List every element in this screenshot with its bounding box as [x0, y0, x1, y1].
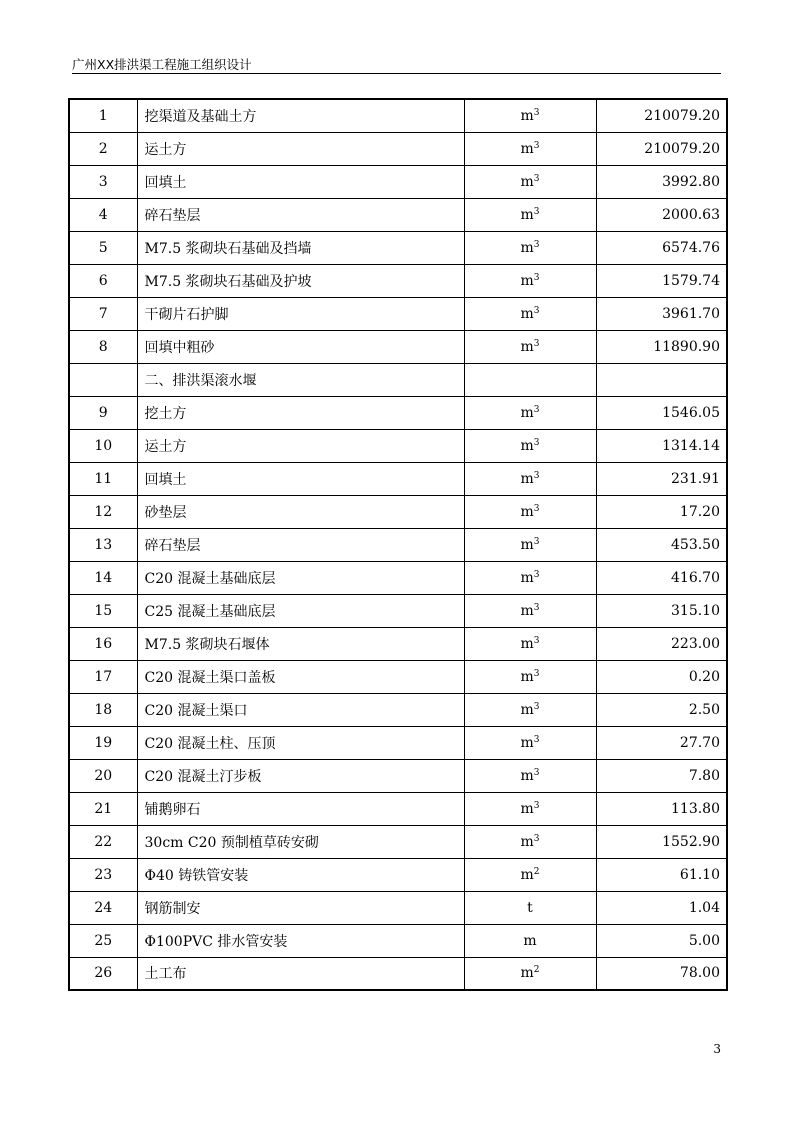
item-name: Φ40 铸铁管安装: [137, 858, 464, 891]
quantity: 17.20: [596, 495, 727, 528]
quantity: 2000.63: [596, 198, 727, 231]
quantity: 223.00: [596, 627, 727, 660]
unit-base: m: [520, 272, 534, 289]
unit-exponent: 3: [533, 338, 540, 349]
table-row: [69, 561, 727, 594]
table-row: [69, 891, 727, 924]
unit: [464, 594, 596, 627]
unit: [464, 99, 596, 132]
table-row: [69, 396, 727, 429]
table-row: [69, 198, 727, 231]
item-name: 干砌片石护脚: [137, 297, 464, 330]
item-name: C25 混凝土基础底层: [137, 594, 464, 627]
unit-exponent: 3: [533, 536, 540, 547]
unit-base: m: [520, 470, 534, 487]
row-number: 11: [69, 462, 137, 495]
item-name: 回填土: [137, 462, 464, 495]
unit: [464, 693, 596, 726]
unit: [464, 396, 596, 429]
quantity: 453.50: [596, 528, 727, 561]
table-row: [69, 99, 727, 132]
unit-exponent: 3: [533, 635, 540, 646]
quantities-table: [68, 98, 728, 991]
quantity: 1314.14: [596, 429, 727, 462]
row-number: 16: [69, 627, 137, 660]
item-name: 土工布: [137, 957, 464, 990]
item-name: 碎石垫层: [137, 528, 464, 561]
quantity: 210079.20: [596, 99, 727, 132]
table-row: [69, 660, 727, 693]
quantity: 1552.90: [596, 825, 727, 858]
page-header-title: 广州XX排洪渠工程施工组织设计: [72, 57, 252, 72]
unit-base: m: [520, 833, 534, 850]
item-name: 铺鹅卵石: [137, 792, 464, 825]
unit: [464, 627, 596, 660]
unit-base: m: [520, 635, 534, 652]
unit: [464, 924, 596, 957]
row-number: 20: [69, 759, 137, 792]
row-number: 22: [69, 825, 137, 858]
row-number: 12: [69, 495, 137, 528]
unit-exponent: 3: [533, 404, 540, 415]
item-name: M7.5 浆砌块石基础及挡墙: [137, 231, 464, 264]
table-row: [69, 594, 727, 627]
row-number: 3: [69, 165, 137, 198]
table-row: [69, 363, 727, 396]
table-row: [69, 462, 727, 495]
row-number: 13: [69, 528, 137, 561]
unit-base: m: [520, 602, 534, 619]
unit: [464, 363, 596, 396]
unit-base: m: [520, 107, 534, 124]
table-row: [69, 132, 727, 165]
row-number: 25: [69, 924, 137, 957]
quantity: 3961.70: [596, 297, 727, 330]
quantity: 1546.05: [596, 396, 727, 429]
item-name: C20 混凝土基础底层: [137, 561, 464, 594]
unit: [464, 165, 596, 198]
row-number: 15: [69, 594, 137, 627]
quantity: 113.80: [596, 792, 727, 825]
table-row: [69, 330, 727, 363]
table-row: [69, 726, 727, 759]
unit-exponent: 3: [533, 107, 540, 118]
item-name: 运土方: [137, 429, 464, 462]
table-row: [69, 792, 727, 825]
unit: [464, 198, 596, 231]
unit-base: m: [520, 866, 534, 883]
unit-exponent: 3: [533, 272, 540, 283]
quantity: 231.91: [596, 462, 727, 495]
quantity: 315.10: [596, 594, 727, 627]
item-name: 碎石垫层: [137, 198, 464, 231]
unit: [464, 891, 596, 924]
row-number: 5: [69, 231, 137, 264]
unit-exponent: 3: [533, 239, 540, 250]
unit-base: m: [520, 701, 534, 718]
item-name: 二、排洪渠滚水堰: [137, 363, 464, 396]
quantities-table-body: [69, 99, 727, 990]
item-name: C20 混凝土渠口: [137, 693, 464, 726]
item-name: Φ100PVC 排水管安装: [137, 924, 464, 957]
table-row: [69, 825, 727, 858]
table-row: [69, 957, 727, 990]
unit-base: m: [520, 965, 534, 982]
unit-exponent: 2: [533, 866, 540, 877]
unit-base: m: [520, 140, 534, 157]
unit-exponent: 3: [533, 833, 540, 844]
unit-base: m: [520, 437, 534, 454]
unit-base: m: [520, 404, 534, 421]
unit-exponent: 3: [533, 206, 540, 217]
unit-base: m: [520, 569, 534, 586]
item-name: 砂垫层: [137, 495, 464, 528]
unit-exponent: 3: [533, 602, 540, 613]
unit-base: t: [527, 899, 533, 916]
row-number: 7: [69, 297, 137, 330]
unit: [464, 231, 596, 264]
item-name: 运土方: [137, 132, 464, 165]
item-name: 回填土: [137, 165, 464, 198]
unit: [464, 429, 596, 462]
unit-exponent: 3: [533, 800, 540, 811]
row-number: 24: [69, 891, 137, 924]
unit-exponent: 3: [533, 569, 540, 580]
unit-exponent: 3: [533, 668, 540, 679]
unit: [464, 759, 596, 792]
row-number: 6: [69, 264, 137, 297]
table-row: [69, 231, 727, 264]
quantity: 27.70: [596, 726, 727, 759]
unit-exponent: 3: [533, 701, 540, 712]
unit-exponent: 3: [533, 767, 540, 778]
unit: [464, 264, 596, 297]
unit-exponent: 3: [533, 437, 540, 448]
page-number: 3: [713, 1042, 721, 1056]
row-number: 9: [69, 396, 137, 429]
table-row: [69, 264, 727, 297]
unit-exponent: 2: [533, 965, 540, 976]
unit: [464, 132, 596, 165]
row-number: 8: [69, 330, 137, 363]
row-number: 26: [69, 957, 137, 990]
unit: [464, 330, 596, 363]
row-number: 19: [69, 726, 137, 759]
unit-exponent: 3: [533, 734, 540, 745]
table-row: [69, 627, 727, 660]
row-number: 4: [69, 198, 137, 231]
unit-base: m: [520, 800, 534, 817]
unit-base: m: [520, 767, 534, 784]
unit-exponent: 3: [533, 173, 540, 184]
unit-base: m: [520, 173, 534, 190]
row-number: 21: [69, 792, 137, 825]
quantity: 11890.90: [596, 330, 727, 363]
table-row: [69, 528, 727, 561]
unit: [464, 858, 596, 891]
unit: [464, 462, 596, 495]
table-row: [69, 429, 727, 462]
unit: [464, 792, 596, 825]
table-row: [69, 165, 727, 198]
quantity: 3992.80: [596, 165, 727, 198]
unit-base: m: [520, 536, 534, 553]
quantity: 210079.20: [596, 132, 727, 165]
unit: [464, 561, 596, 594]
item-name: 钢筋制安: [137, 891, 464, 924]
item-name: M7.5 浆砌块石堰体: [137, 627, 464, 660]
row-number: 14: [69, 561, 137, 594]
item-name: 挖渠道及基础土方: [137, 99, 464, 132]
quantity: 7.80: [596, 759, 727, 792]
table-row: [69, 693, 727, 726]
unit-base: m: [520, 338, 534, 355]
table-row: [69, 924, 727, 957]
item-name: C20 混凝土柱、压顶: [137, 726, 464, 759]
quantity: 78.00: [596, 957, 727, 990]
row-number: 10: [69, 429, 137, 462]
quantity: 1.04: [596, 891, 727, 924]
header-divider: [72, 73, 721, 74]
unit: [464, 957, 596, 990]
item-name: 挖土方: [137, 396, 464, 429]
row-number: 23: [69, 858, 137, 891]
unit-base: m: [520, 206, 534, 223]
unit: [464, 528, 596, 561]
quantity: 416.70: [596, 561, 727, 594]
unit: [464, 825, 596, 858]
unit-exponent: 3: [533, 305, 540, 316]
table-row: [69, 297, 727, 330]
unit-base: m: [520, 668, 534, 685]
quantity: 61.10: [596, 858, 727, 891]
unit-base: m: [523, 932, 537, 949]
unit: [464, 660, 596, 693]
unit: [464, 297, 596, 330]
unit-base: m: [520, 734, 534, 751]
quantity: 5.00: [596, 924, 727, 957]
unit: [464, 495, 596, 528]
row-number: 2: [69, 132, 137, 165]
unit-base: m: [520, 305, 534, 322]
item-name: M7.5 浆砌块石基础及护坡: [137, 264, 464, 297]
unit-exponent: 3: [533, 470, 540, 481]
item-name: C20 混凝土汀步板: [137, 759, 464, 792]
unit-exponent: 3: [533, 503, 540, 514]
quantity: 1579.74: [596, 264, 727, 297]
quantity: 2.50: [596, 693, 727, 726]
table-row: [69, 858, 727, 891]
row-number: 1: [69, 99, 137, 132]
table-row: [69, 495, 727, 528]
row-number: 17: [69, 660, 137, 693]
quantity: 6574.76: [596, 231, 727, 264]
item-name: C20 混凝土渠口盖板: [137, 660, 464, 693]
unit-base: m: [520, 503, 534, 520]
quantity: [596, 363, 727, 396]
row-number: 18: [69, 693, 137, 726]
unit-base: m: [520, 239, 534, 256]
item-name: 30cm C20 预制植草砖安砌: [137, 825, 464, 858]
unit: [464, 726, 596, 759]
row-number: [69, 363, 137, 396]
table-row: [69, 759, 727, 792]
item-name: 回填中粗砂: [137, 330, 464, 363]
quantity: 0.20: [596, 660, 727, 693]
unit-exponent: 3: [533, 140, 540, 151]
